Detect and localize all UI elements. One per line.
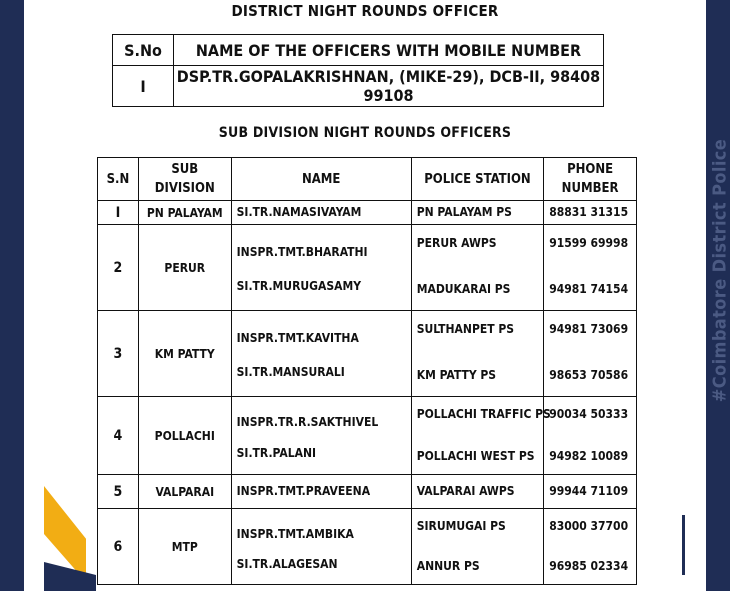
row-officer-names: [231, 509, 411, 585]
header-name: NAME: [231, 158, 411, 201]
row-sn: 6: [98, 509, 139, 585]
police-station: SIRUMUGAI PS: [416, 518, 506, 533]
police-station: POLLACHI TRAFFIC PS: [416, 406, 551, 421]
header-station: POLICE STATION: [411, 158, 543, 201]
row-officer-names: [231, 225, 411, 311]
header-sn: S.N: [98, 158, 139, 201]
phone-number: 91599 69998: [549, 235, 629, 250]
row-police-stations: [411, 225, 543, 311]
table-header-row: [113, 35, 604, 66]
police-station: KM PATTY PS: [416, 367, 497, 382]
table-row: [113, 66, 604, 107]
row-phone-numbers: [544, 475, 637, 509]
header-phone: [544, 158, 637, 201]
header-division-line1: SUB: [171, 162, 199, 177]
row-police-stations: [411, 201, 543, 225]
header-division: [138, 158, 231, 201]
row-police-stations: [411, 509, 543, 585]
row-police-stations: [411, 311, 543, 397]
phone-number: 90034 50333: [549, 406, 629, 421]
phone-number: 99944 71109: [549, 483, 629, 498]
logo-stripe-navy: [44, 562, 96, 591]
row-division: MTP: [138, 509, 231, 585]
row-officer-names: [231, 475, 411, 509]
police-station: PERUR AWPS: [416, 235, 497, 250]
table-row: [98, 201, 637, 225]
header-sno: S.No: [113, 35, 174, 66]
row-police-stations: [411, 475, 543, 509]
side-watermark-tag: #Coimbatore District Police: [709, 138, 730, 403]
header-officer: NAME OF THE OFFICERS WITH MOBILE NUMBER: [174, 35, 604, 66]
district-officer: DSP.TR.GOPALAKRISHNAN, (MIKE-29), DCB-II, 98408 99108: [174, 66, 604, 107]
phone-number: 94981 74154: [549, 281, 629, 296]
officer-name: INSPR.TMT.BHARATHI: [236, 244, 368, 259]
right-border-band: [706, 0, 730, 591]
row-sn: 2: [98, 225, 139, 311]
row-phone-numbers: [544, 201, 637, 225]
row-officer-names: [231, 311, 411, 397]
row-officer-names: [231, 201, 411, 225]
row-officer-names: [231, 397, 411, 475]
table-row: [98, 509, 637, 585]
officer-name: SI.TR.MANSURALI: [236, 364, 345, 379]
officer-name: INSPR.TMT.KAVITHA: [236, 330, 359, 345]
police-station: POLLACHI WEST PS: [416, 448, 535, 463]
table-row: [98, 311, 637, 397]
table-row: [98, 397, 637, 475]
row-sn: 5: [98, 475, 139, 509]
subdivision-table-body: [98, 201, 637, 585]
officer-name: INSPR.TMT.AMBIKA: [236, 526, 354, 541]
district-officer-table: [112, 34, 604, 107]
phone-number: 88831 31315: [549, 204, 629, 219]
police-station: SULTHANPET PS: [416, 321, 515, 336]
left-border-band: [0, 0, 24, 591]
row-division: POLLACHI: [138, 397, 231, 475]
officer-name: SI.TR.PALANI: [236, 445, 316, 460]
row-phone-numbers: [544, 509, 637, 585]
police-station: MADUKARAI PS: [416, 281, 511, 296]
row-phone-numbers: [544, 397, 637, 475]
police-station: PN PALAYAM PS: [416, 204, 512, 219]
row-sn: I: [98, 201, 139, 225]
decorative-vertical-line: [682, 515, 685, 575]
district-title: DISTRICT NIGHT ROUNDS OFFICER: [231, 2, 499, 20]
phone-number: 83000 37700: [549, 518, 629, 533]
row-division: VALPARAI: [138, 475, 231, 509]
officer-name: SI.TR.ALAGESAN: [236, 556, 338, 571]
table-header-row: [98, 158, 637, 201]
header-phone-line2: NUMBER: [561, 181, 619, 196]
officer-name: SI.TR.NAMASIVAYAM: [236, 204, 362, 219]
police-station: VALPARAI AWPS: [416, 483, 515, 498]
phone-number: 94982 10089: [549, 448, 629, 463]
phone-number: 96985 02334: [549, 558, 629, 573]
table-row: [98, 225, 637, 311]
district-sno: I: [113, 66, 174, 107]
row-division: KM PATTY: [138, 311, 231, 397]
row-sn: 3: [98, 311, 139, 397]
subdivision-title: SUB DIVISION NIGHT ROUNDS OFFICERS: [218, 125, 512, 141]
row-phone-numbers: [544, 225, 637, 311]
phone-number: 98653 70586: [549, 367, 629, 382]
row-division: PN PALAYAM: [138, 201, 231, 225]
header-division-line2: DIVISION: [154, 181, 215, 196]
row-phone-numbers: [544, 311, 637, 397]
header-phone-line1: PHONE: [567, 162, 614, 177]
subdivision-officers-table: [97, 157, 637, 585]
officer-name: INSPR.TMT.PRAVEENA: [236, 483, 371, 498]
phone-number: 94981 73069: [549, 321, 629, 336]
police-station: ANNUR PS: [416, 558, 480, 573]
row-division: PERUR: [138, 225, 231, 311]
officer-name: SI.TR.MURUGASAMY: [236, 278, 362, 293]
table-row: [98, 475, 637, 509]
row-sn: 4: [98, 397, 139, 475]
officer-name: INSPR.TR.R.SAKTHIVEL: [236, 414, 379, 429]
row-police-stations: [411, 397, 551, 475]
